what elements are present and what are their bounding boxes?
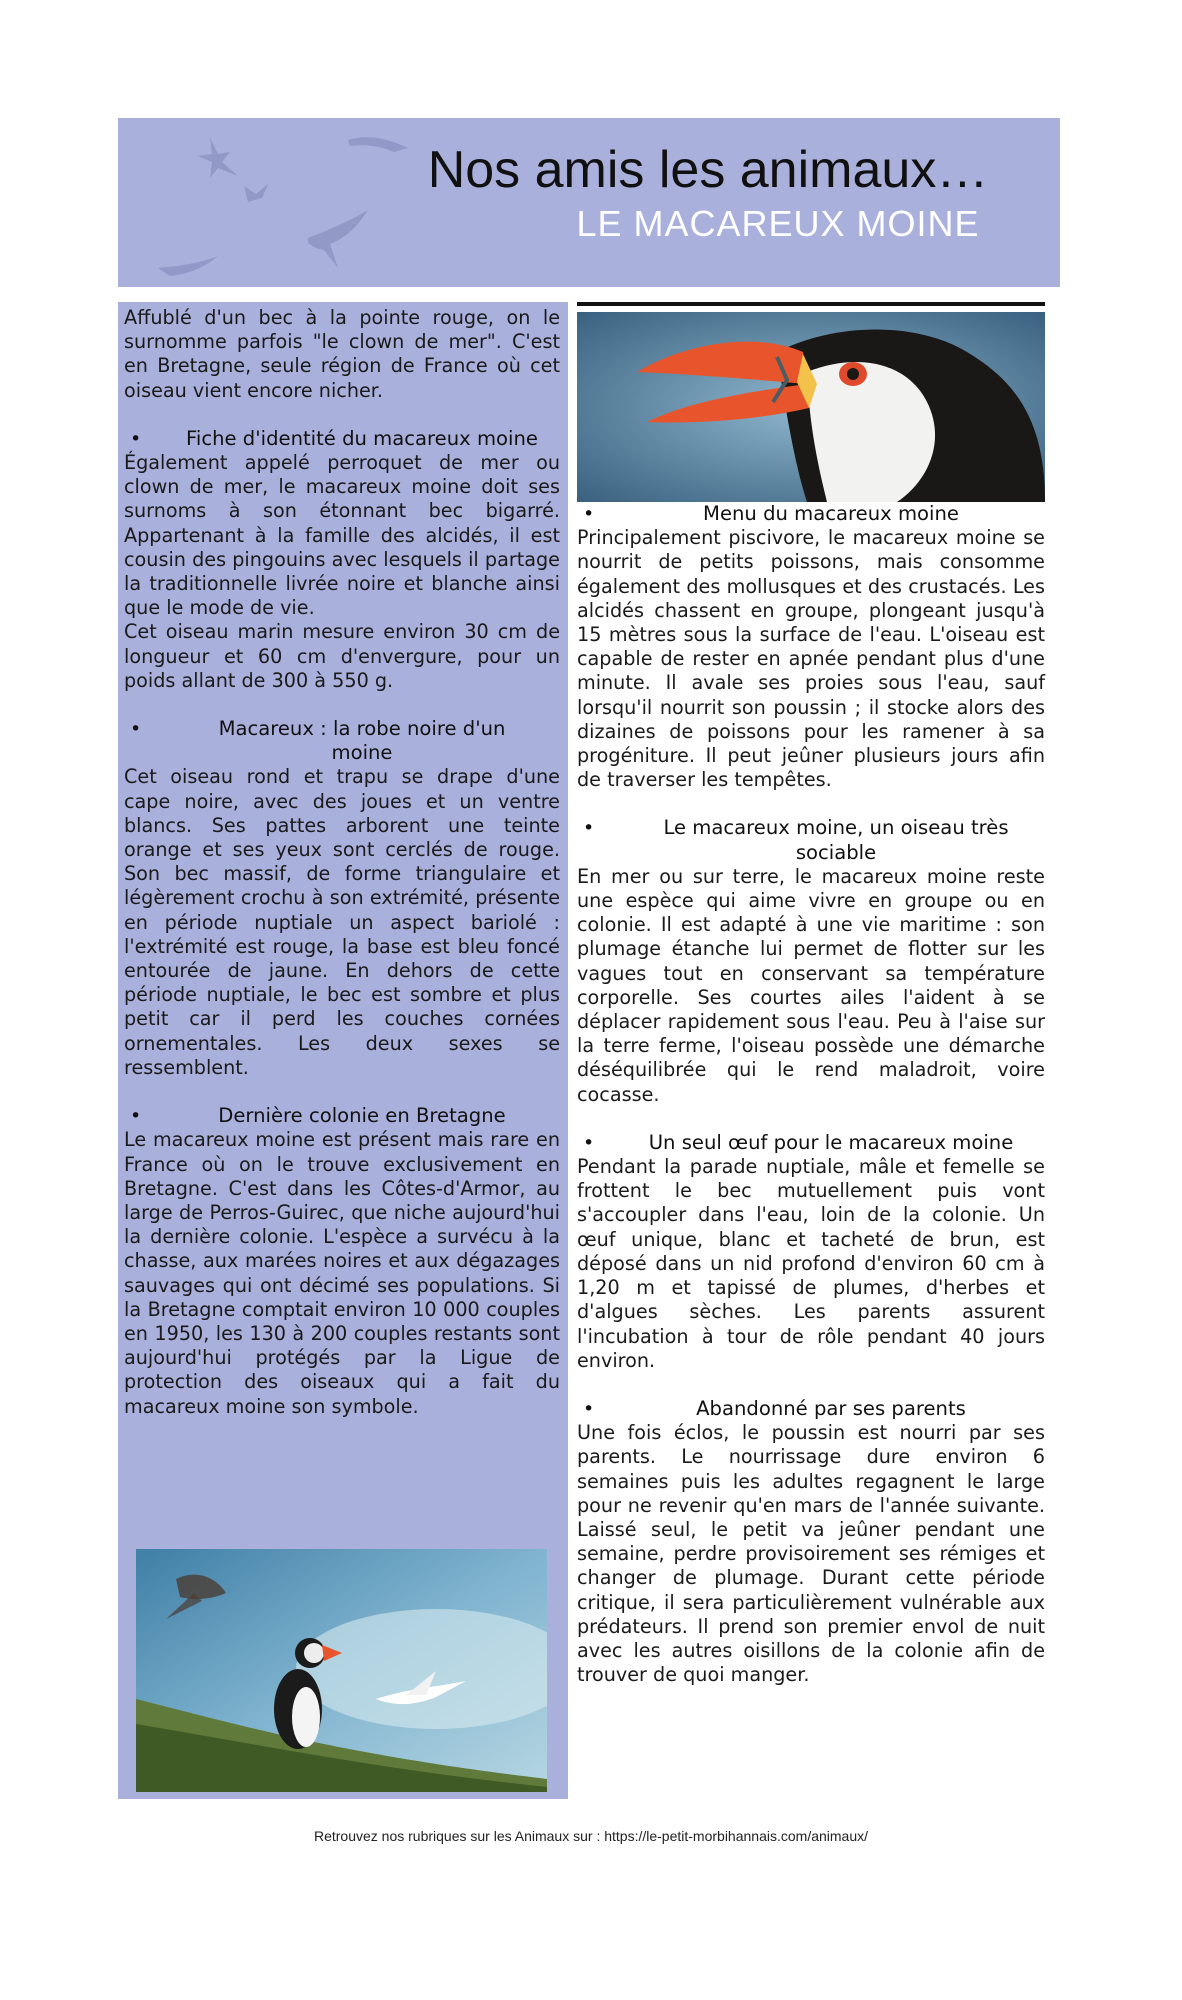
section-paragraph: Cet oiseau rond et trapu se drape d'une cape noire, avec des joues et un ventre blancs. Ses pattes arborent une teinte orange et ses yeux sont cerclés de rouge. Son bec massif, de forme triangulaire et légèrement crochu à son extrémité, présente en période nuptiale un aspect bariolé : l'extrémité est rouge, la base est bleu foncé entourée de jaune. En dehors de cette période nuptiale, le bec est sombre et plus petit car il perd les couches cornées ornementales. Les deux sexes se ressemblent.	[124, 765, 560, 1079]
section-paragraph: Également appelé perroquet de mer ou clown de mer, le macareux moine doit ses surnoms à son étonnant bec bigarré. Appartenant à la famille des alcidés, il est cousin des pingouins avec lesquels il partage la traditionnelle livrée noire et blanche ainsi que le mode de vie.	[124, 451, 560, 620]
right-column	[577, 302, 1045, 1687]
page-subtitle: LE MACAREUX MOINE	[576, 203, 980, 244]
section-heading-sociable: • Le macareux moine, un oiseau très sociable	[583, 816, 1009, 864]
section-paragraph: Principalement piscivore, le macareux moine se nourrit de petits poissons, mais consomme également des mollusques et des crustacés. Les alcidés chassent en groupe, plongeant jusqu'à 15 mètres sous la surface de l'eau. L'oiseau est capable de rester en apnée pendant plus d'une minute. Il avale ses proies sous l'eau, sauf lorsqu'il nourrit son poussin ; il stocke alors des dizaines de poissons pour les ramener à sa progéniture. Il peut jeûner plusieurs jours afin de traverser les tempêtes.	[577, 526, 1045, 792]
left-column	[118, 302, 568, 1799]
puffin-cliff-photo	[136, 1549, 547, 1792]
bullet-icon: •	[583, 503, 595, 525]
bullet-icon: •	[130, 718, 142, 741]
section-heading-oeuf: • Un seul œuf pour le macareux moine	[583, 1130, 1014, 1154]
section-paragraph: Une fois éclos, le poussin est nourri par ses parents. Le nourrissage dure environ 6 semaines puis les adultes regagnent le large pour ne revenir qu'en mars de l'année suivante. Laissé seul, le petit va jeûner pendant une semaine, perdre provisoirement ses rémiges et changer de plumage. Durant cette période critique, il sera particulièrement vulnérable aux prédateurs. Il prend son premier envol de nuit avec les autres oisillons de la colonie afin de trouver de quoi manger.	[577, 1421, 1045, 1687]
bullet-icon: •	[583, 1131, 595, 1154]
section-heading-fiche: • Fiche d'identité du macareux moine	[130, 426, 538, 450]
puffin-head-photo	[577, 312, 1045, 502]
section-heading-abandon: • Abandonné par ses parents	[583, 1396, 966, 1420]
section-paragraph: Cet oiseau marin mesure environ 30 cm de longueur et 60 cm d'envergure, pour un poids allant de 300 à 550 g.	[124, 620, 560, 692]
section-paragraph: Le macareux moine est présent mais rare en France où on le trouve exclusivement en Bretagne. C'est dans les Côtes-d'Armor, au large de Perros-Guirec, que niche aujourd'hui la dernière colonie. L'espèce a survécu à la chasse, aux marées noires et aux dégazages sauvages qui ont décimé ses populations. Si la Bretagne comptait environ 10 000 couples en 1950, les 130 à 200 couples restants sont aujourd'hui protégés par la Ligue de protection des oiseaux qui a fait du macareux moine son symbole.	[124, 1128, 560, 1418]
section-paragraph: En mer ou sur terre, le macareux moine reste une espèce qui aime vivre en groupe ou en colonie. Il est adapté à une vie maritime : son plumage étanche lui permet de flotter sur les vagues tout en conservant sa température corporelle. Ses courtes ailes l'aident à se déplacer rapidement sous l'eau. Peu à l'aise sur la terre ferme, l'oiseau possède une démarche déséquilibrée qui le rend maladroit, voire cocasse.	[577, 864, 1045, 1106]
header-banner	[118, 118, 1060, 287]
bullet-icon: •	[583, 1397, 595, 1420]
section-heading-robe: • Macareux : la robe noire d'un moine	[130, 717, 506, 765]
bullet-icon: •	[130, 427, 142, 450]
bullet-icon: •	[130, 1105, 142, 1128]
section-paragraph: Pendant la parade nuptiale, mâle et femelle se frottent le bec mutuellement puis vont s'accoupler dans l'eau, loin de la colonie. Un œuf unique, blanc et tacheté de brun, est déposé dans un nid profond d'environ 60 cm à 1,20 m et tapissé de plumes, d'herbes et d'algues sèches. Les parents assurent l'incubation à tour de rôle pendant 40 jours environ.	[577, 1155, 1045, 1372]
section-heading-colonie: • Dernière colonie en Bretagne	[130, 1104, 506, 1128]
footer-link-text: Retrouvez nos rubriques sur les Animaux sur : https://le-petit-morbihannais.com/animaux/	[313, 1828, 869, 1844]
bullet-icon: •	[583, 817, 595, 840]
top-rule	[577, 302, 1045, 306]
section-heading-menu: • Menu du macareux moine	[583, 502, 959, 525]
intro-paragraph: Affublé d'un bec à la pointe rouge, on le surnomme parfois "le clown de mer". C'est en Bretagne, seule région de France où cet oiseau vient encore nicher.	[124, 306, 560, 402]
page-title: Nos amis les animaux…	[427, 141, 989, 199]
